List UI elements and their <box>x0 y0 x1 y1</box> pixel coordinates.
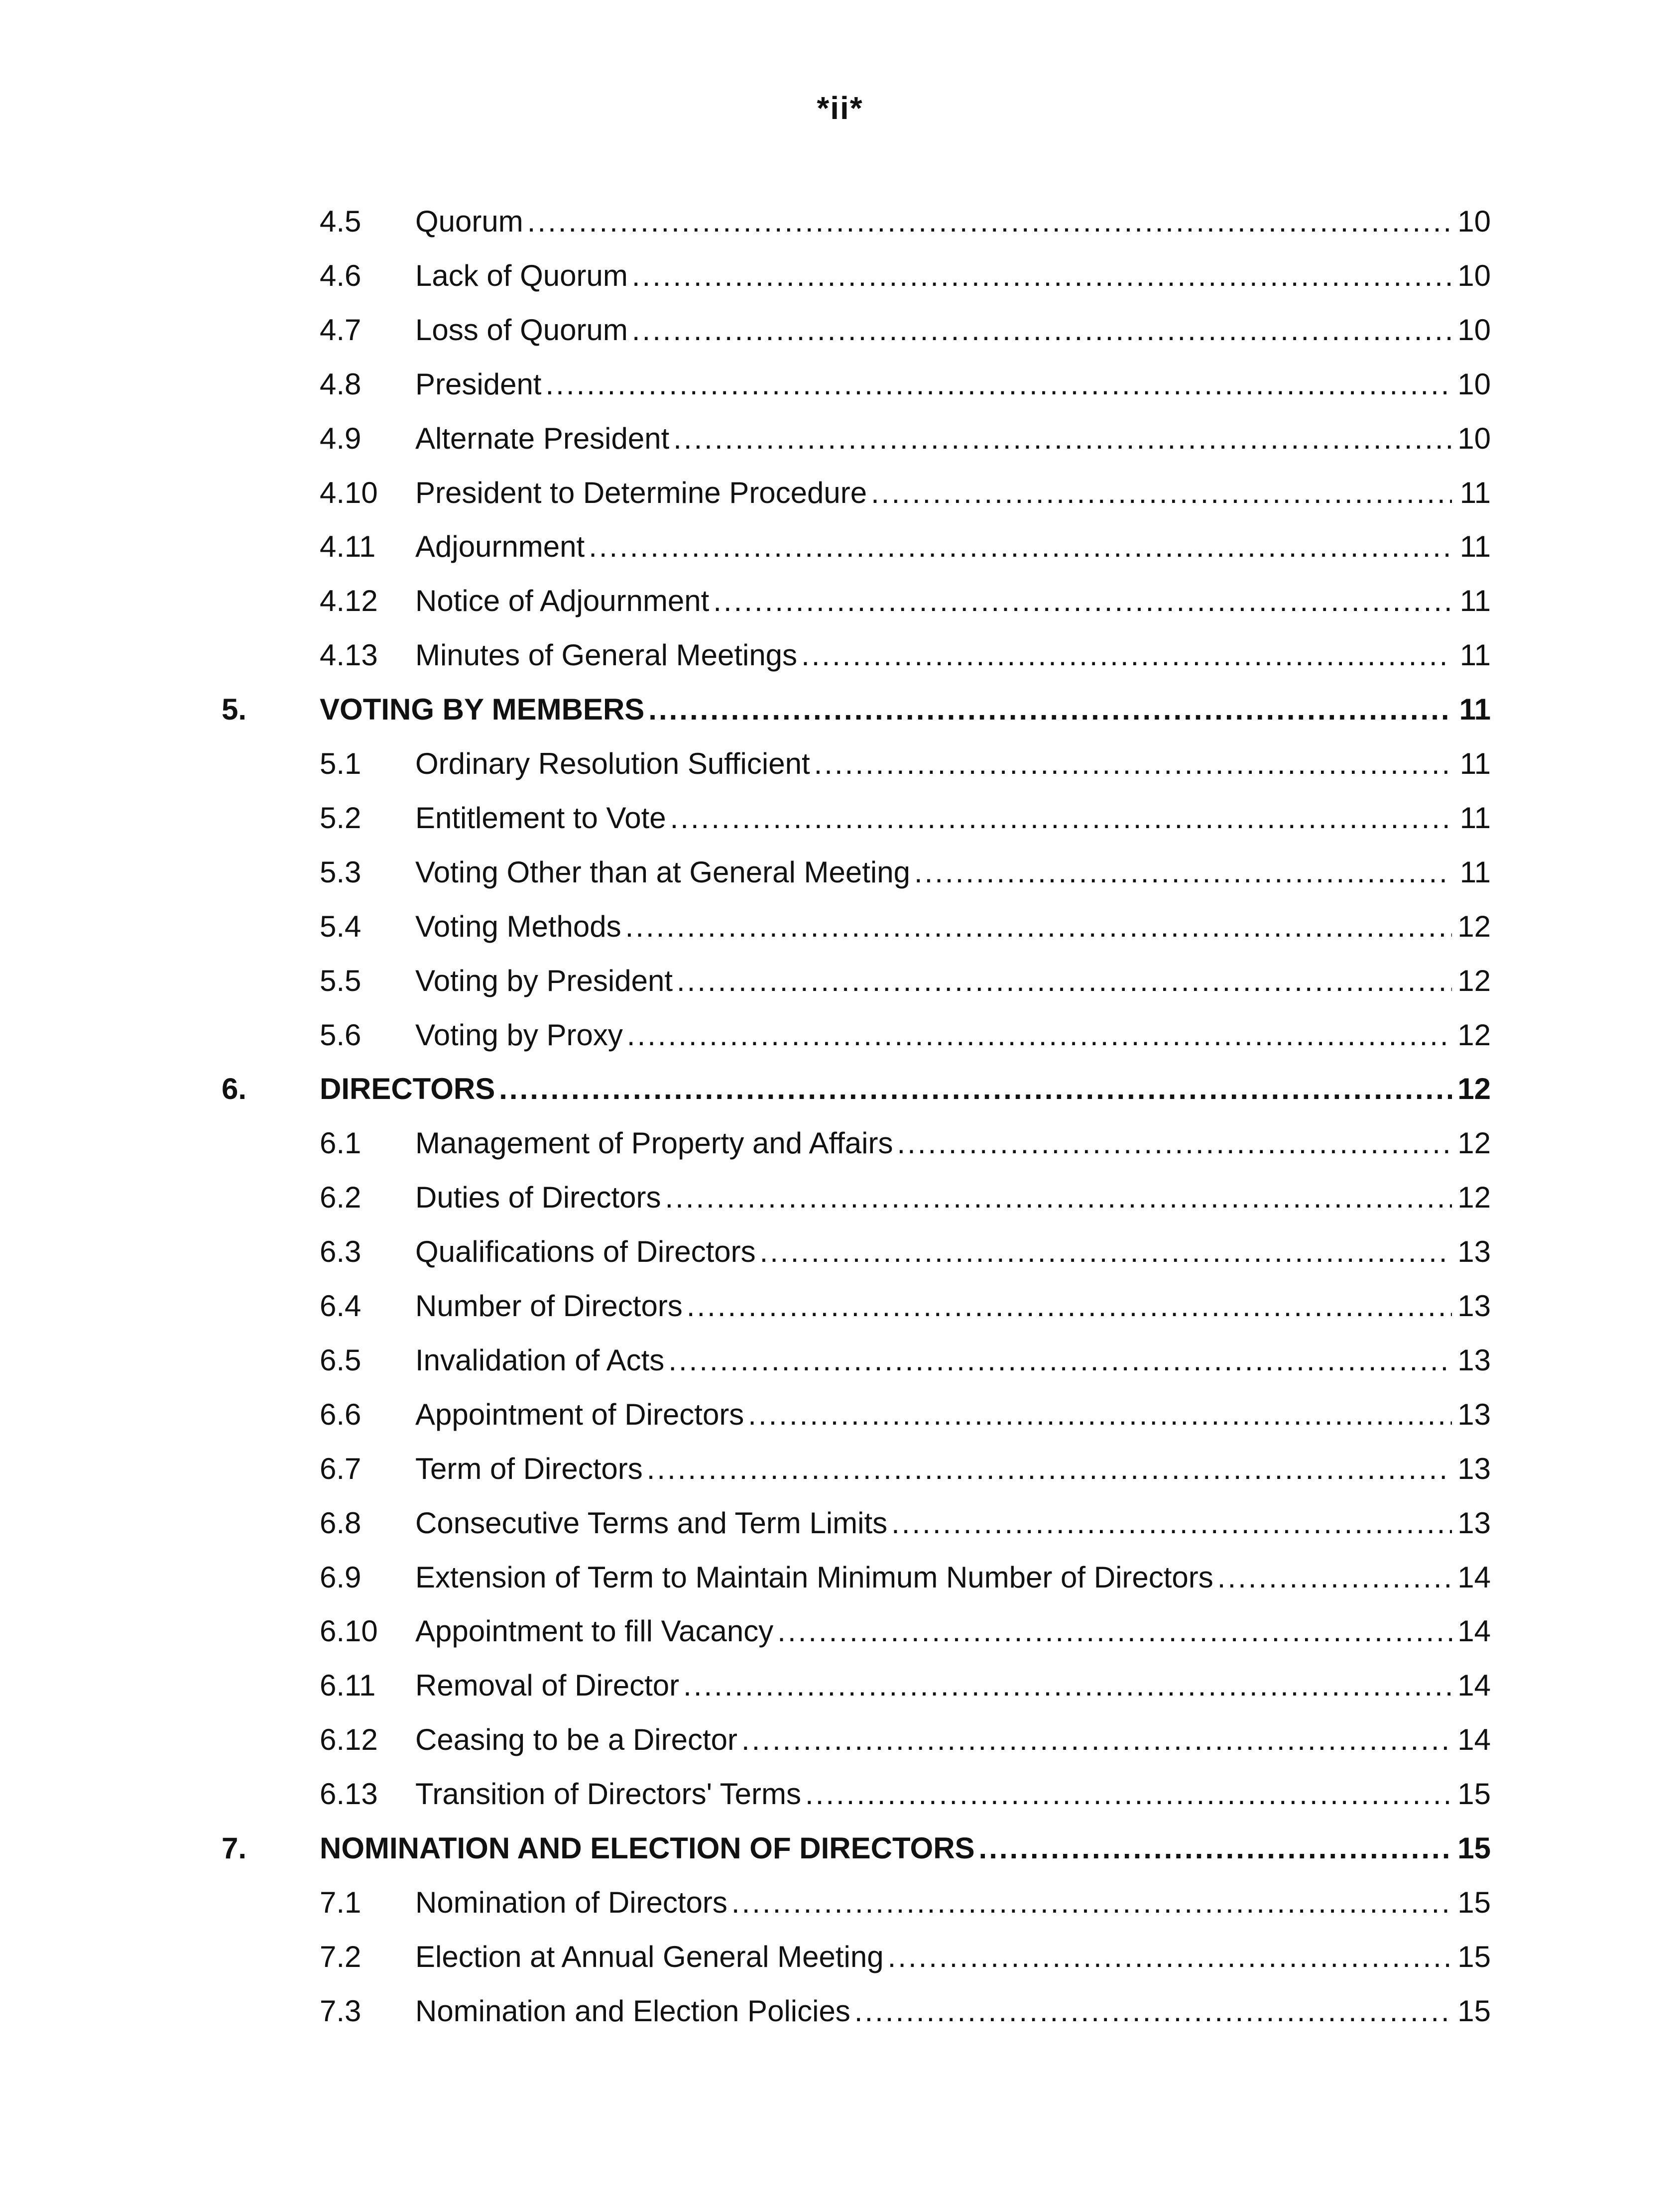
toc-dot-leader <box>741 1715 1452 1765</box>
toc-entry-number: 6.9 <box>320 1561 361 1594</box>
toc-entry-title: Management of Property and Affairs <box>415 1126 893 1160</box>
toc-dot-leader <box>871 468 1452 518</box>
toc-entry-line <box>415 1336 1491 1385</box>
toc-dot-leader <box>632 305 1452 355</box>
toc-dot-leader <box>625 902 1452 952</box>
toc-entry-line <box>415 1606 1491 1656</box>
toc-dot-leader <box>854 1986 1452 2036</box>
toc-subsection-entry <box>0 1010 1680 1060</box>
toc-dot-leader <box>670 793 1452 843</box>
toc-entry-line <box>415 1498 1491 1548</box>
toc-dot-leader <box>801 630 1452 680</box>
toc-entry-number: 6.6 <box>320 1398 361 1431</box>
toc-dot-leader <box>545 360 1452 409</box>
toc-entry-page: 12 <box>1457 964 1491 997</box>
toc-entry-number: 4.8 <box>320 367 361 401</box>
toc-entry-page: 12 <box>1457 1018 1491 1052</box>
toc-section-entry <box>0 1064 1680 1114</box>
toc-entry-title: Voting Methods <box>415 910 621 943</box>
toc-entry-number: 4.13 <box>320 638 378 672</box>
toc-dot-leader <box>748 1390 1452 1440</box>
toc-dot-leader <box>677 956 1452 1006</box>
toc-entry-page: 15 <box>1457 1777 1491 1811</box>
toc-entry-page: 15 <box>1457 1994 1491 2028</box>
toc-entry-line <box>415 1390 1491 1440</box>
toc-subsection-entry <box>0 793 1680 843</box>
toc-entry-number: 7.2 <box>320 1940 361 1973</box>
toc-entry-number: 6.7 <box>320 1452 361 1485</box>
toc-entry-line <box>415 1932 1491 1982</box>
toc-subsection-entry <box>0 1878 1680 1928</box>
toc-entry-number: 6.3 <box>320 1235 361 1268</box>
toc-entry-page: 14 <box>1457 1561 1491 1594</box>
toc-section-entry <box>0 685 1680 734</box>
toc-subsection-entry <box>0 1932 1680 1982</box>
toc-entry-number: 4.6 <box>320 259 361 292</box>
toc-entry-page: 14 <box>1457 1669 1491 1702</box>
toc-entry-number: 5.1 <box>320 747 361 780</box>
toc-subsection-entry <box>0 1553 1680 1602</box>
toc-entry-title: Quorum <box>415 205 523 238</box>
toc-entry-line <box>415 305 1491 355</box>
toc-entry-page: 10 <box>1457 422 1491 455</box>
toc-entry-title: Alternate President <box>415 422 670 455</box>
toc-entry-page: 11 <box>1459 855 1491 889</box>
toc-entry-page: 12 <box>1457 1181 1491 1214</box>
toc-entry-number: 6.12 <box>320 1723 378 1756</box>
toc-dot-leader <box>731 1878 1452 1928</box>
toc-entry-title: Appointment to fill Vacancy <box>415 1614 774 1648</box>
toc-entry-line <box>415 1769 1491 1819</box>
toc-entry-line <box>415 1227 1491 1277</box>
toc-entry-line <box>415 956 1491 1006</box>
toc-entry-page: 15 <box>1457 1831 1491 1865</box>
toc-dot-leader <box>687 1281 1452 1331</box>
toc-entry-title: Nomination of Directors <box>415 1886 727 1919</box>
toc-section-entry <box>0 1824 1680 1873</box>
toc-dot-leader <box>527 197 1452 246</box>
toc-entry-title: Minutes of General Meetings <box>415 638 798 672</box>
toc-subsection-entry <box>0 1390 1680 1440</box>
toc-subsection-entry <box>0 1606 1680 1656</box>
toc-subsection-entry <box>0 360 1680 409</box>
toc-entry-page: 11 <box>1459 584 1491 617</box>
toc-entry-line <box>415 630 1491 680</box>
toc-entry-number: 5.6 <box>320 1018 361 1052</box>
toc-dot-leader <box>891 1498 1452 1548</box>
toc-entry-number: 5.5 <box>320 964 361 997</box>
toc-entry-title: Nomination and Election Policies <box>415 1994 850 2028</box>
toc-entry-title: Consecutive Terms and Term Limits <box>415 1506 888 1540</box>
toc-entry-line <box>415 793 1491 843</box>
toc-entry-line <box>415 1281 1491 1331</box>
toc-entry-line <box>415 522 1491 572</box>
toc-subsection-entry <box>0 1336 1680 1385</box>
toc-entry-page: 13 <box>1457 1343 1491 1377</box>
toc-dot-leader <box>888 1932 1452 1982</box>
toc-entry-title: Ceasing to be a Director <box>415 1723 737 1756</box>
toc-dot-leader <box>683 1661 1452 1710</box>
toc-dot-leader <box>648 685 1452 734</box>
toc-entry-title: Loss of Quorum <box>415 313 628 347</box>
toc-entry-line <box>320 1824 1491 1873</box>
toc-dot-leader <box>589 522 1452 572</box>
toc-entry-number: 5.4 <box>320 910 361 943</box>
toc-entry-page: 12 <box>1457 910 1491 943</box>
toc-subsection-entry <box>0 1715 1680 1765</box>
toc-entry-page: 13 <box>1457 1289 1491 1323</box>
toc-entry-title: Election at Annual General Meeting <box>415 1940 884 1973</box>
toc-entry-number: 6.4 <box>320 1289 361 1323</box>
toc-subsection-entry <box>0 1444 1680 1494</box>
toc-entry-page: 12 <box>1457 1072 1491 1105</box>
toc-entry-line <box>415 251 1491 301</box>
toc-entry-title: NOMINATION AND ELECTION OF DIRECTORS <box>320 1831 975 1865</box>
toc-entry-title: Appointment of Directors <box>415 1398 744 1431</box>
toc-entry-title: Qualifications of Directors <box>415 1235 756 1268</box>
toc-entry-page: 15 <box>1457 1886 1491 1919</box>
toc-entry-line <box>415 414 1491 464</box>
toc-entry-title: Adjournment <box>415 530 585 563</box>
toc-entry-page: 12 <box>1457 1126 1491 1160</box>
toc-entry-title: Voting by Proxy <box>415 1018 623 1052</box>
toc-entry-line <box>415 468 1491 518</box>
toc-subsection-entry <box>0 197 1680 246</box>
toc-entry-page: 11 <box>1459 638 1491 672</box>
toc-entry-title: Duties of Directors <box>415 1181 661 1214</box>
toc-subsection-entry <box>0 630 1680 680</box>
toc-dot-leader <box>499 1064 1452 1114</box>
toc-subsection-entry <box>0 1986 1680 2036</box>
toc-entry-page: 11 <box>1459 476 1491 509</box>
toc-entry-page: 13 <box>1457 1235 1491 1268</box>
toc-entry-title: VOTING BY MEMBERS <box>320 693 645 726</box>
toc-entry-number: 6.5 <box>320 1343 361 1377</box>
toc-subsection-entry <box>0 1661 1680 1710</box>
toc-entry-title: Term of Directors <box>415 1452 643 1485</box>
toc-entry-line <box>415 197 1491 246</box>
toc-entry-title: Ordinary Resolution Sufficient <box>415 747 810 780</box>
toc-subsection-entry <box>0 468 1680 518</box>
toc-entry-title: President to Determine Procedure <box>415 476 867 509</box>
toc-subsection-entry <box>0 1118 1680 1168</box>
toc-entry-line <box>320 1064 1491 1114</box>
toc-entry-number: 6.1 <box>320 1126 361 1160</box>
toc-entry-number: 7.3 <box>320 1994 361 2028</box>
toc-entry-number: 5.2 <box>320 801 361 835</box>
toc-entry-number: 5. <box>222 693 247 726</box>
toc-entry-line <box>415 360 1491 409</box>
toc-subsection-entry <box>0 576 1680 626</box>
toc-entry-line <box>415 739 1491 789</box>
toc-subsection-entry <box>0 956 1680 1006</box>
toc-subsection-entry <box>0 522 1680 572</box>
toc-entry-title: DIRECTORS <box>320 1072 495 1105</box>
toc-dot-leader <box>665 1173 1452 1222</box>
toc-entry-title: President <box>415 367 542 401</box>
toc-entry-number: 4.11 <box>320 530 376 563</box>
toc-entry-page: 11 <box>1459 747 1491 780</box>
toc-entry-page: 13 <box>1457 1398 1491 1431</box>
toc-dot-leader <box>668 1336 1452 1385</box>
toc-entry-page: 11 <box>1459 693 1491 726</box>
toc-subsection-entry <box>0 1498 1680 1548</box>
toc-subsection-entry <box>0 739 1680 789</box>
toc-entry-line <box>415 1661 1491 1710</box>
toc-subsection-entry <box>0 1769 1680 1819</box>
toc-dot-leader <box>1217 1553 1452 1602</box>
toc-entry-line <box>320 685 1491 734</box>
toc-entry-line <box>415 848 1491 897</box>
toc-subsection-entry <box>0 848 1680 897</box>
toc-entry-number: 7.1 <box>320 1886 361 1919</box>
toc-subsection-entry <box>0 1281 1680 1331</box>
toc-subsection-entry <box>0 414 1680 464</box>
toc-entry-title: Removal of Director <box>415 1669 680 1702</box>
toc-dot-leader <box>979 1824 1452 1873</box>
toc-entry-line <box>415 1715 1491 1765</box>
toc-entry-line <box>415 1010 1491 1060</box>
toc-entry-title: Transition of Directors' Terms <box>415 1777 801 1811</box>
toc-entry-page: 10 <box>1457 259 1491 292</box>
toc-dot-leader <box>627 1010 1452 1060</box>
toc-entry-page: 14 <box>1457 1614 1491 1648</box>
toc-entry-line <box>415 1118 1491 1168</box>
toc-entry-line <box>415 1986 1491 2036</box>
toc-dot-leader <box>632 251 1452 301</box>
toc-dot-leader <box>805 1769 1452 1819</box>
toc-entry-line <box>415 576 1491 626</box>
toc-entry-number: 6.2 <box>320 1181 361 1214</box>
toc-entry-number: 4.12 <box>320 584 378 617</box>
toc-dot-leader <box>673 414 1452 464</box>
toc-subsection-entry <box>0 251 1680 301</box>
page-number-header: *ii* <box>817 90 863 126</box>
toc-entry-page: 13 <box>1457 1506 1491 1540</box>
toc-entry-page: 10 <box>1457 367 1491 401</box>
toc-entry-number: 4.5 <box>320 205 361 238</box>
toc-entry-number: 4.7 <box>320 313 361 347</box>
toc-entry-page: 10 <box>1457 205 1491 238</box>
toc-entry-number: 5.3 <box>320 855 361 889</box>
toc-entry-title: Invalidation of Acts <box>415 1343 665 1377</box>
toc-dot-leader <box>713 576 1452 626</box>
toc-entry-title: Voting Other than at General Meeting <box>415 855 910 889</box>
toc-dot-leader <box>897 1118 1452 1168</box>
toc-entry-title: Number of Directors <box>415 1289 683 1323</box>
toc-dot-leader <box>814 739 1452 789</box>
toc-entry-line <box>415 902 1491 952</box>
table-of-contents <box>0 197 1680 2039</box>
toc-dot-leader <box>760 1227 1452 1277</box>
toc-entry-number: 6.10 <box>320 1614 378 1648</box>
toc-entry-title: Entitlement to Vote <box>415 801 666 835</box>
toc-entry-page: 15 <box>1457 1940 1491 1973</box>
toc-entry-number: 7. <box>222 1831 247 1865</box>
toc-dot-leader <box>914 848 1452 897</box>
toc-entry-number: 6.13 <box>320 1777 378 1811</box>
toc-entry-line <box>415 1878 1491 1928</box>
toc-entry-number: 6. <box>222 1072 247 1105</box>
toc-entry-number: 6.11 <box>320 1669 376 1702</box>
toc-entry-page: 10 <box>1457 313 1491 347</box>
toc-entry-line <box>415 1173 1491 1222</box>
toc-entry-number: 4.9 <box>320 422 361 455</box>
toc-entry-line <box>415 1553 1491 1602</box>
toc-entry-title: Voting by President <box>415 964 673 997</box>
toc-entry-line <box>415 1444 1491 1494</box>
toc-dot-leader <box>777 1606 1452 1656</box>
toc-entry-page: 14 <box>1457 1723 1491 1756</box>
toc-entry-page: 11 <box>1459 801 1491 835</box>
toc-entry-page: 11 <box>1459 530 1491 563</box>
toc-subsection-entry <box>0 1227 1680 1277</box>
toc-subsection-entry <box>0 305 1680 355</box>
toc-subsection-entry <box>0 1173 1680 1222</box>
toc-entry-title: Extension of Term to Maintain Minimum Number of Directors <box>415 1561 1213 1594</box>
toc-entry-number: 6.8 <box>320 1506 361 1540</box>
toc-entry-number: 4.10 <box>320 476 378 509</box>
toc-entry-title: Lack of Quorum <box>415 259 628 292</box>
toc-subsection-entry <box>0 902 1680 952</box>
toc-dot-leader <box>647 1444 1452 1494</box>
toc-entry-title: Notice of Adjournment <box>415 584 710 617</box>
toc-entry-page: 13 <box>1457 1452 1491 1485</box>
